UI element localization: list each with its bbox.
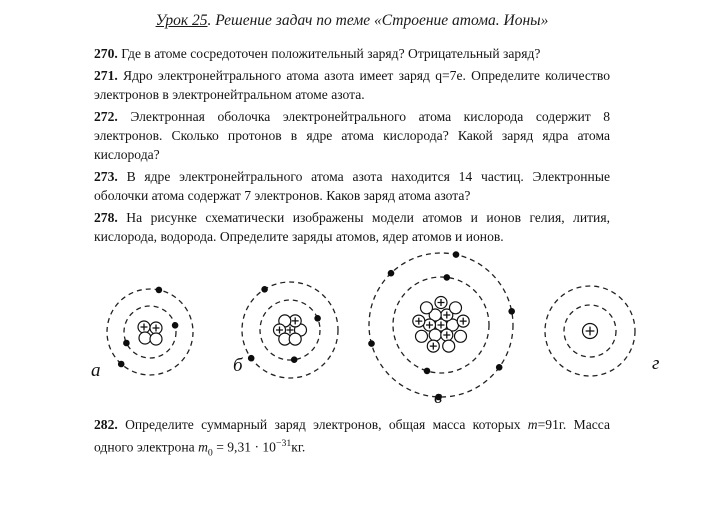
problem-text: =91г. Масса одного электрона (94, 417, 610, 455)
electron-dot (291, 356, 298, 363)
neutron-particle (443, 340, 455, 352)
problem-text: На рисунке схематически изображены модели атомов и ионов гелия, лития, кислорода, водорода. Определите заряды атомов, ядер атомов и ионов. (94, 210, 610, 244)
neutron-particle (421, 302, 433, 314)
problem-number: 273. (94, 169, 118, 184)
atom-model-a (91, 287, 193, 381)
mass-variable: m (527, 417, 538, 432)
problem-text: Где в атоме сосредоточен положительный заряд? Отрицательный заряд? (121, 46, 541, 61)
exponent: −31 (275, 438, 292, 449)
problem-number: 270. (94, 46, 118, 61)
atom-model-v (368, 251, 515, 408)
subscript-zero: 0 (207, 447, 213, 459)
electron-dot (118, 361, 125, 368)
electron-dot (453, 251, 460, 258)
electron-dot (123, 340, 130, 347)
problem-text: Ядро электронейтрального атома азота имеет заряд q=7e. Определите количество электронов в электронейтральном атоме азота. (94, 68, 610, 102)
electron-mass-variable: m (198, 439, 208, 455)
problem-number: 282. (94, 417, 118, 432)
electron-dot (156, 287, 163, 294)
problem-271 (94, 66, 610, 104)
electron-dot (248, 355, 255, 362)
mass-unit: кг. (291, 439, 306, 455)
electron-dot (424, 368, 431, 375)
neutron-particle (455, 330, 467, 342)
problem-number: 272. (94, 109, 118, 124)
neutron-particle (150, 333, 162, 345)
electron-dot (261, 286, 268, 293)
lesson-title (0, 0, 704, 30)
problem-273 (94, 167, 610, 205)
electron-dot (496, 364, 503, 371)
atom-label-a: а (91, 360, 101, 381)
problem-text: Электронная оболочка электронейтрального атома кислорода содержит 8 электронов. Сколько протонов в ядре атома кислорода? Какой заряд ядра атома кислорода? (94, 109, 610, 162)
problem-282 (94, 415, 610, 462)
neutron-particle (139, 332, 151, 344)
neutron-particle (289, 333, 301, 345)
problem-number: 278. (94, 210, 118, 225)
atom-label-b: б (233, 355, 243, 376)
atom-model-b (233, 282, 338, 378)
atoms-figure (58, 249, 698, 411)
problem-number: 271. (94, 68, 118, 83)
electron-mass-value: = 9,31 · 10 (212, 439, 276, 455)
lesson-number: Урок 25 (155, 12, 208, 29)
problem-text: Определите суммарный заряд электронов, общая масса которых (125, 417, 528, 432)
problem-278 (94, 208, 610, 246)
problem-text: В ядре электронейтрального атома азота находится 14 частиц. Электронные оболочки атома содержат 7 электронов. Каков заряд атома азота? (94, 169, 610, 203)
problem-270 (94, 44, 610, 63)
atom-label-g: г (652, 353, 660, 374)
electron-dot (388, 270, 395, 277)
atom-model-g (545, 286, 659, 376)
electron-dot (444, 274, 451, 281)
neutron-particle (429, 329, 441, 341)
atom-label-v: в (434, 387, 443, 408)
electron-dot (368, 340, 375, 347)
problems-list-bottom (94, 415, 610, 462)
electron-dot (314, 315, 321, 322)
electron-dot (508, 308, 515, 315)
neutron-particle (450, 302, 462, 314)
problems-list (94, 44, 610, 246)
electron-dot (172, 322, 179, 329)
lesson-title-text: . Решение задач по теме «Строение атома. Ионы» (207, 12, 549, 29)
electron-orbit (124, 306, 176, 358)
neutron-particle (416, 330, 428, 342)
problem-272 (94, 107, 610, 164)
